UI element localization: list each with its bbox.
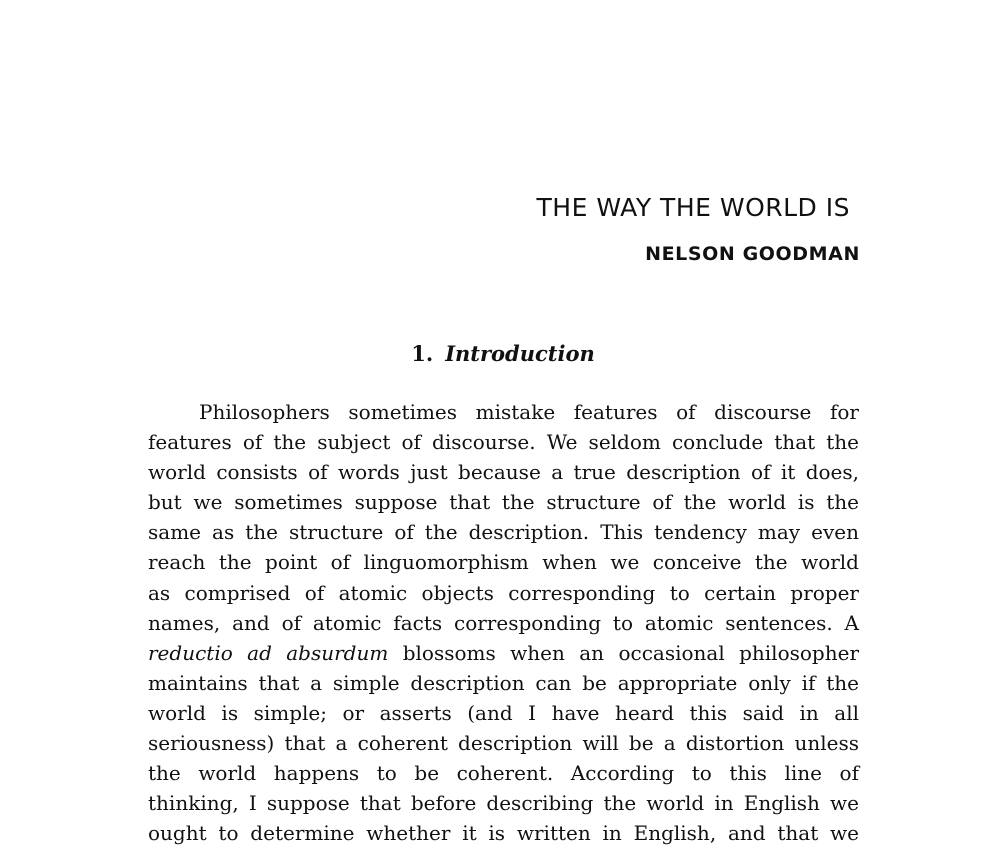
text-line: world is simple; or asserts (and I have heard this said in all	[148, 700, 859, 725]
section-number: 1.	[411, 341, 434, 366]
text-line: the world happens to be coherent. According to this line of	[148, 761, 859, 786]
text-line: features of the subject of discourse. We seldom conclude that the	[148, 430, 859, 455]
text-line: but we sometimes suppose that the structure of the world is the	[148, 490, 859, 515]
text-line: names, and of atomic facts corresponding to atomic sentences. A	[148, 610, 859, 635]
text-line: thinking, I suppose that before describing the world in English we	[148, 791, 859, 816]
text-line: reach the point of linguomorphism when we conceive the world	[148, 550, 859, 575]
text-line: ought to determine whether it is written in English, and that we	[148, 821, 859, 846]
article-title: THE WAY THE WORLD IS	[536, 193, 850, 222]
text-line-rest: blossoms when an occasional philosopher	[402, 640, 860, 665]
text-line: Philosophers sometimes mistake features of discourse for	[199, 400, 859, 424]
section-title: Introduction	[445, 341, 595, 366]
text-line: world consists of words just because a true description of it does,	[148, 460, 859, 485]
article-author: NELSON GOODMAN	[645, 243, 860, 265]
text-line: maintains that a simple description can be appropriate only if the	[148, 670, 859, 695]
text-line: seriousness) that a coherent description will be a distortion unless	[148, 731, 859, 756]
text-line	[148, 638, 859, 668]
text-line: same as the structure of the description. This tendency may even	[148, 520, 859, 545]
text-line: as comprised of atomic objects corresponding to certain proper	[148, 580, 859, 605]
italic-phrase: reductio ad absurdum	[148, 640, 389, 665]
body-paragraph	[148, 397, 859, 848]
section-heading	[148, 341, 858, 366]
